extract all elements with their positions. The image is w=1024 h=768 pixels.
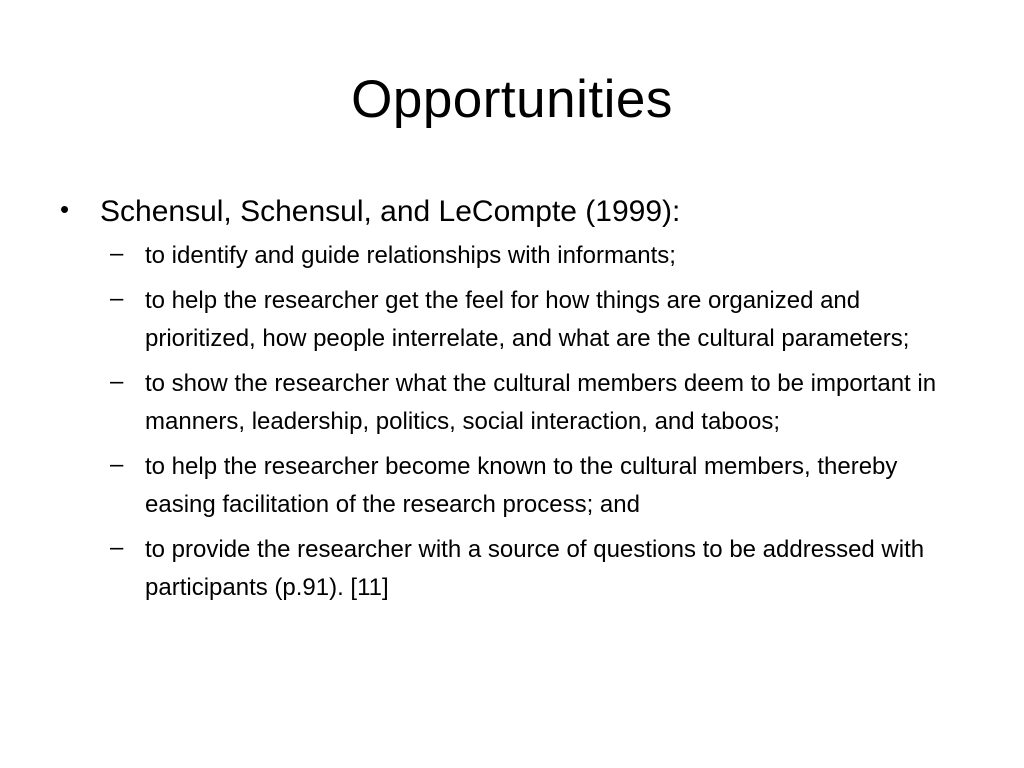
sub-bullet-text: to provide the researcher with a source of questions to be addressed with participants (p.91). [11]: [145, 536, 925, 601]
sub-bullet-marker: –: [110, 534, 124, 561]
sub-bullet-item: [60, 237, 970, 275]
slide-title: Opportunities: [351, 70, 673, 129]
sub-bullet-text: to help the researcher get the feel for how things are organized and prioritized, how people interrelate, and what are the cultural parameters;: [145, 287, 910, 352]
sub-bullet-item: [60, 282, 970, 358]
sub-bullet-marker: –: [110, 451, 124, 478]
sub-bullet-marker: –: [110, 240, 124, 267]
bullet-text: Schensul, Schensul, and LeCompte (1999):: [100, 195, 681, 228]
bullet-marker: •: [60, 194, 70, 224]
bullet-item: [60, 190, 970, 234]
sub-bullet-item: [60, 365, 970, 441]
slide-content: [60, 190, 970, 614]
sub-bullet-text: to help the researcher become known to the cultural members, thereby easing facilitation of the research process; and: [145, 453, 898, 518]
sub-bullet-marker: –: [110, 285, 124, 312]
sub-bullet-text: to show the researcher what the cultural members deem to be important in manners, leadership, politics, social interaction, and taboos;: [145, 370, 937, 435]
sub-bullet-list: [60, 237, 970, 607]
sub-bullet-item: [60, 448, 970, 524]
sub-bullet-item: [60, 531, 970, 607]
sub-bullet-text: to identify and guide relationships with informants;: [145, 242, 676, 269]
sub-bullet-marker: –: [110, 368, 124, 395]
